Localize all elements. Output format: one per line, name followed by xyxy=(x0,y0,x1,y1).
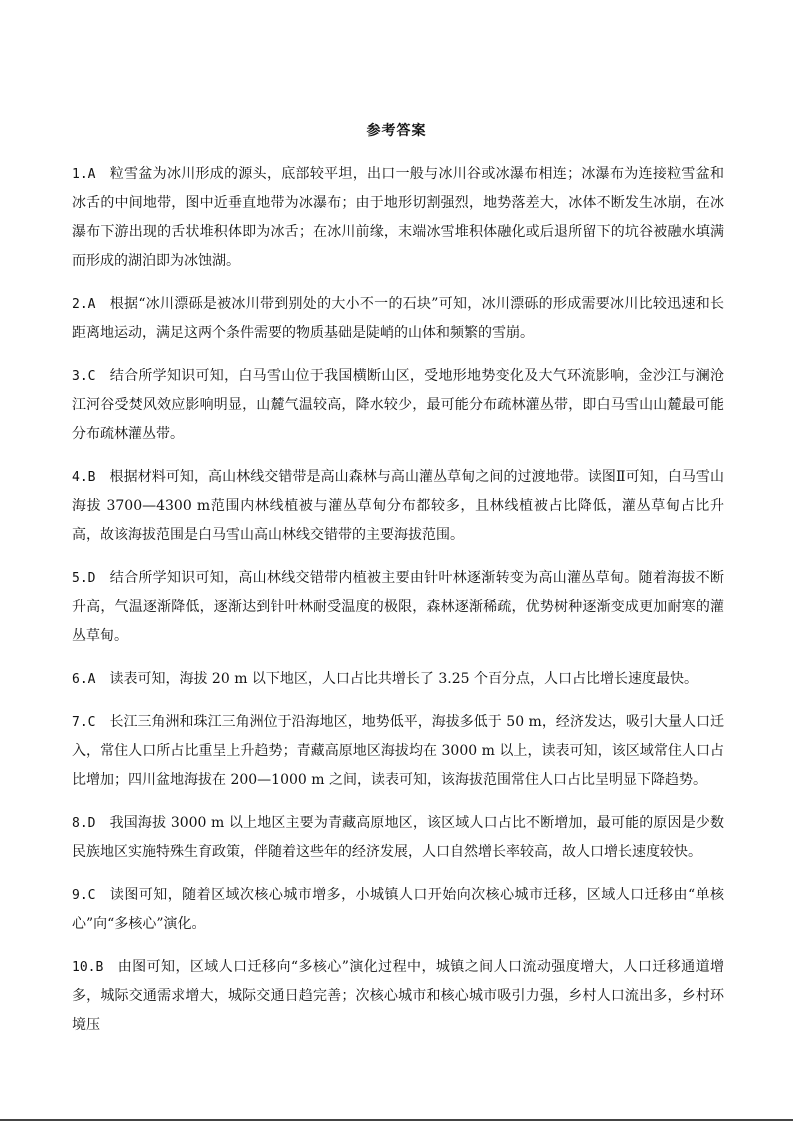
answer-key: 5.D xyxy=(72,571,96,586)
answer-item xyxy=(72,290,724,348)
answer-explanation: 长江三角洲和珠江三角洲位于沿海地区，地势低平，海拔多低于 50 m，经济发达，吸引大量人口迁入，常住人口所占比重呈上升趋势；青藏高原地区海拔均在 3000 m 以上，读表可知，该区域常住人口占比增加；四川盆地海拔在 200—1000 m 之间，读表可知，该海拔范围常住人口占比呈明显下降趋势。 xyxy=(72,714,724,788)
answer-explanation: 结合所学知识可知，白马雪山位于我国横断山区，受地形地势变化及大气环流影响，金沙江与澜沧江河谷受焚风效应影响明显，山麓气温较高，降水较少，最可能分布疏林灌丛带，即白马雪山山麓最可能分布疏林灌丛带。 xyxy=(72,368,724,442)
page-bottom-divider xyxy=(0,1119,793,1121)
answer-key: 1.A xyxy=(72,167,96,182)
answer-key: 3.C xyxy=(72,369,96,384)
answer-item xyxy=(72,881,724,939)
answer-explanation: 读表可知，海拔 20 m 以下地区，人口占比共增长了 3.25 个百分点，人口占比增长速度最快。 xyxy=(109,671,698,687)
answer-explanation: 根据材料可知，高山林线交错带是高山森林与高山灌丛草甸之间的过渡地带。读图Ⅱ可知，白马雪山海拔 3700—4300 m范围内林线植被与灌丛草甸分布都较多，且林线植被占比降低，灌丛草甸占比升高，故该海拔范围是白马雪山高山林线交错带的主要海拔范围。 xyxy=(72,469,724,543)
answer-item xyxy=(72,665,724,694)
answer-key: 10.B xyxy=(72,960,104,975)
answer-key: 9.C xyxy=(72,888,96,903)
answer-explanation: 由图可知，区域人口迁移向“多核心”演化过程中，城镇之间人口流动强度增大，人口迁移通道增多，城际交通需求增大，城际交通日趋完善；次核心城市和核心城市吸引力强，乡村人口流出多，乡村环境压 xyxy=(72,959,724,1033)
answer-item xyxy=(72,809,724,867)
answer-key: 7.C xyxy=(72,715,96,730)
answer-explanation: 根据“冰川漂砾是被冰川带到别处的大小不一的石块”可知，冰川漂砾的形成需要冰川比较迅速和长距离地运动，满足这两个条件需要的物质基础是陡峭的山体和频繁的雪崩。 xyxy=(72,296,724,341)
answer-explanation: 读图可知，随着区域次核心城市增多，小城镇人口开始向次核心城市迁移，区域人口迁移由“单核心”向“多核心”演化。 xyxy=(72,887,724,932)
answer-explanation: 结合所学知识可知，高山林线交错带内植被主要由针叶林逐渐转变为高山灌丛草甸。随着海拔不断升高，气温逐渐降低，逐渐达到针叶林耐受温度的极限，森林逐渐稀疏，优势树种逐渐变成更加耐寒的灌丛草甸。 xyxy=(72,570,724,644)
answer-explanation: 粒雪盆为冰川形成的源头，底部较平坦，出口一般与冰川谷或冰瀑布相连；冰瀑布为连接粒雪盆和冰舌的中间地带，图中近垂直地带为冰瀑布；由于地形切割强烈，地势落差大，冰体不断发生冰崩，在冰瀑布下游出现的舌状堆积体即为冰舌；在冰川前缘，末端冰雪堆积体融化或后退所留下的坑谷被融水填满而形成的湖泊即为冰蚀湖。 xyxy=(72,166,724,269)
answer-explanation: 我国海拔 3000 m 以上地区主要为青藏高原地区，该区域人口占比不断增加，最可能的原因是少数民族地区实施特殊生育政策，伴随着这些年的经济发展，人口自然增长率较高，故人口增长速度较快。 xyxy=(72,815,724,860)
answer-key: 8.D xyxy=(72,816,96,831)
answer-item xyxy=(72,564,724,651)
page-title: 参考答案 xyxy=(366,123,427,139)
answer-item xyxy=(72,463,724,550)
answer-item xyxy=(72,708,724,795)
answer-key: 4.B xyxy=(72,470,96,485)
answer-key: 2.A xyxy=(72,297,96,312)
answer-item xyxy=(72,160,724,276)
answer-item xyxy=(72,362,724,449)
answer-item xyxy=(72,953,724,1040)
answer-list xyxy=(72,160,724,1054)
answer-key: 6.A xyxy=(72,672,96,687)
